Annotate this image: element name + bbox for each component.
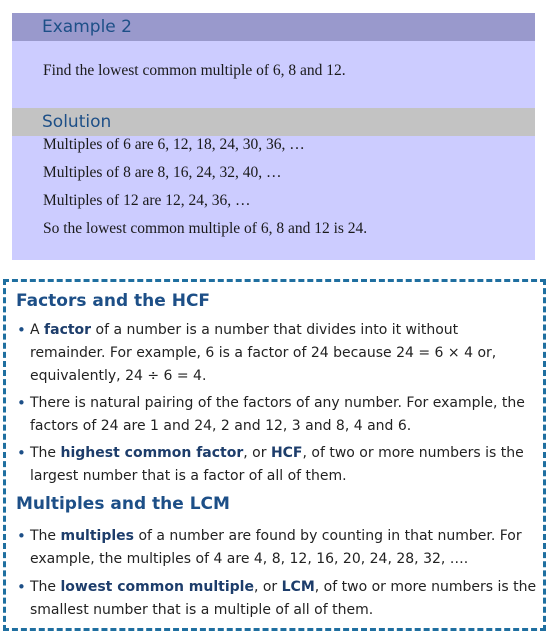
bullet-icon: • [17,527,26,545]
bullet-icon: • [17,394,26,412]
solution-header [12,108,535,136]
term-factor: factor [44,322,92,338]
bullet-icon: • [17,321,26,339]
term-lcm: LCM [281,579,315,595]
lcm-section-title: Multiples and the LCM [16,494,230,514]
solution-conclusion: So the lowest common multiple of 6, 8 and 12 is 24. [43,220,368,237]
bullet-lcm-definition: • The lowest common multiple, or LCM, of two or more numbers is the smallest number that is a multiple of all of them. [17,578,537,618]
example-question: Find the lowest common multiple of 6, 8 and 12. [43,62,346,79]
example-box [12,13,535,260]
term-hcf: HCF [270,445,303,461]
solution-heading: Solution [42,112,112,132]
example-heading: Example 2 [42,17,132,37]
term-hcf-full: highest common factor [60,445,244,461]
solution-line: Multiples of 12 are 12, 24, 36, … [43,192,251,209]
hcf-section-title: Factors and the HCF [16,291,211,311]
bullet-factor-pairing: • There is natural pairing of the factors of any number. For example, the factors of 24 are 1 and 24, 2 and 12, 3 and 8, 4 and 6. [17,394,525,434]
bullet-factor-definition: • A factor of a number is a number that divides into it without remainder. For example, 6 is a factor of 24 because 24 = 6 × 4 or, equivalently, 24 ÷ 6 = 4. [17,321,497,384]
bullet-icon: • [17,578,26,596]
example-header [12,13,535,41]
summary-box [3,279,546,631]
bullet-hcf-definition: • The highest common factor, or HCF, of two or more numbers is the largest number that is a factor of all of them. [17,444,524,484]
bullet-multiples-definition: • The multiples of a number are found by counting in that number. For example, the multiples of 4 are 4, 8, 12, 16, 20, 24, 28, 32, …. [17,527,522,567]
solution-line: Multiples of 6 are 6, 12, 18, 24, 30, 36, … [43,136,305,153]
term-lcm-full: lowest common multiple [60,579,254,595]
term-multiples: multiples [60,528,134,544]
solution-line: Multiples of 8 are 8, 16, 24, 32, 40, … [43,164,282,181]
bullet-icon: • [17,444,26,462]
